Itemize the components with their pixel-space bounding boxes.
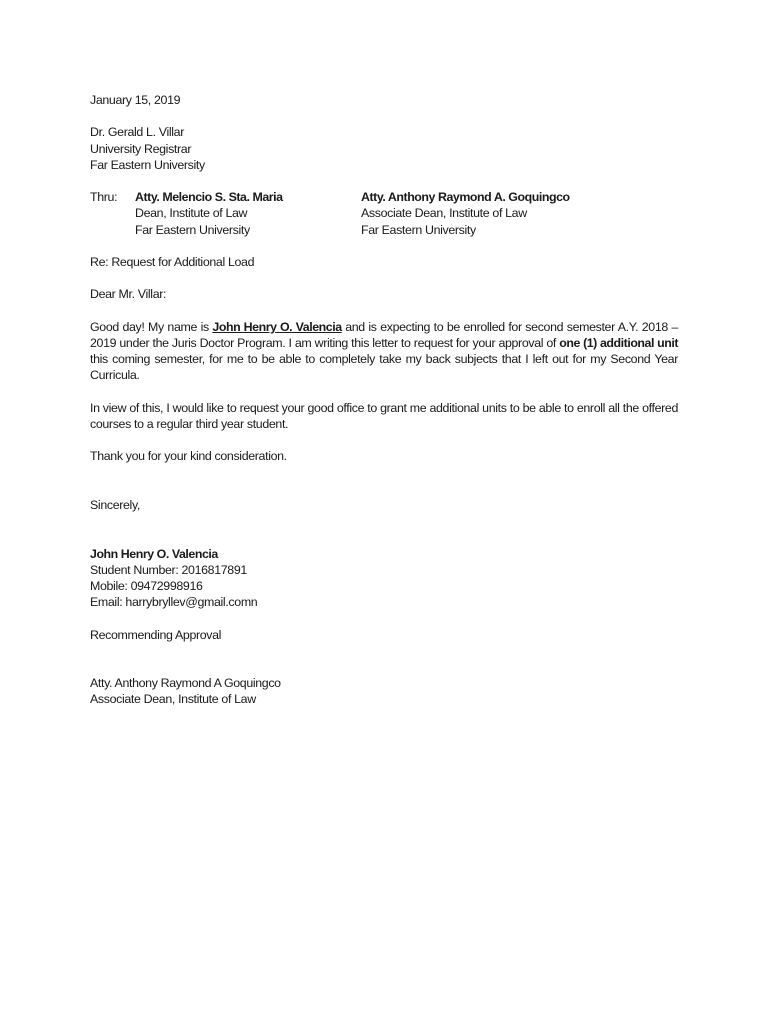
- letter-page: [90, 92, 678, 708]
- thru-first-person: [135, 189, 283, 238]
- approver-block: [90, 675, 678, 707]
- thru-first-name: Atty. Melencio S. Sta. Maria: [135, 190, 283, 205]
- mobile-number: Mobile: 09472998916: [90, 578, 203, 593]
- recipient-name: Dr. Gerald L. Villar: [90, 125, 185, 140]
- additional-unit-emphasis: one (1) additional unit: [559, 335, 679, 350]
- spacer: [90, 432, 678, 448]
- student-name-inline: John Henry O. Valencia: [212, 319, 342, 334]
- email-address: Email: harrybryllev@gmail.comn: [90, 595, 258, 610]
- letter-date: January 15, 2019: [90, 93, 181, 107]
- thru-second-name: Atty. Anthony Raymond A. Goquingco: [361, 190, 570, 205]
- closing: Sincerely,: [90, 497, 140, 512]
- paragraph-text: 2019 under the Juris Doctor Program. I am writing this letter to request for your approval of: [90, 335, 557, 350]
- salutation: Dear Mr. Villar:: [90, 287, 167, 302]
- thru-second-person: [361, 189, 570, 238]
- recipient-title: University Registrar: [90, 141, 192, 156]
- recipient-block: [90, 124, 678, 173]
- body-paragraph-3: Thank you for your kind consideration.: [90, 449, 287, 464]
- approver-name: Atty. Anthony Raymond A Goquingco: [90, 676, 281, 691]
- recipient-org: Far Eastern University: [90, 157, 205, 172]
- paragraph-line: In view of this, I would like to request your good office to grant me additional units to be able to enroll all the offered: [90, 400, 678, 415]
- subject-line: Re: Request for Additional Load: [90, 254, 255, 269]
- paragraph-line: Curricula.: [90, 368, 140, 383]
- approver-title: Associate Dean, Institute of Law: [90, 692, 256, 707]
- thru-first-title: Dean, Institute of Law: [135, 206, 248, 221]
- spacer: [90, 108, 678, 124]
- body-paragraph-2: [90, 400, 678, 432]
- paragraph-line: courses to a regular third year student.: [90, 416, 289, 431]
- thru-first-org: Far Eastern University: [135, 222, 250, 237]
- spacer: [90, 303, 678, 319]
- signature-name: John Henry O. Valencia: [90, 546, 218, 561]
- spacer: [90, 465, 678, 497]
- recommending-approval: Recommending Approval: [90, 627, 222, 642]
- paragraph-text: Good day! My name is: [90, 319, 209, 334]
- thru-label: Thru:: [90, 190, 118, 205]
- spacer: [90, 384, 678, 400]
- spacer: [90, 643, 678, 675]
- paragraph-line: [90, 319, 678, 335]
- paragraph-line: [90, 335, 678, 351]
- spacer: [90, 238, 678, 254]
- spacer: [90, 173, 678, 189]
- paragraph-line: this coming semester, for me to be able to completely take my back subjects that I left out for my Second Year: [90, 352, 678, 367]
- thru-second-title: Associate Dean, Institute of Law: [361, 206, 527, 221]
- student-number: Student Number: 2016817891: [90, 562, 247, 577]
- paragraph-text: and is expecting to be enrolled for second semester A.Y. 2018 –: [345, 319, 678, 334]
- thru-block: [90, 189, 678, 238]
- body-paragraph-1: [90, 319, 678, 384]
- signature-block: [90, 546, 678, 611]
- thru-second-org: Far Eastern University: [361, 222, 476, 237]
- spacer: [90, 513, 678, 545]
- spacer: [90, 610, 678, 626]
- spacer: [90, 270, 678, 286]
